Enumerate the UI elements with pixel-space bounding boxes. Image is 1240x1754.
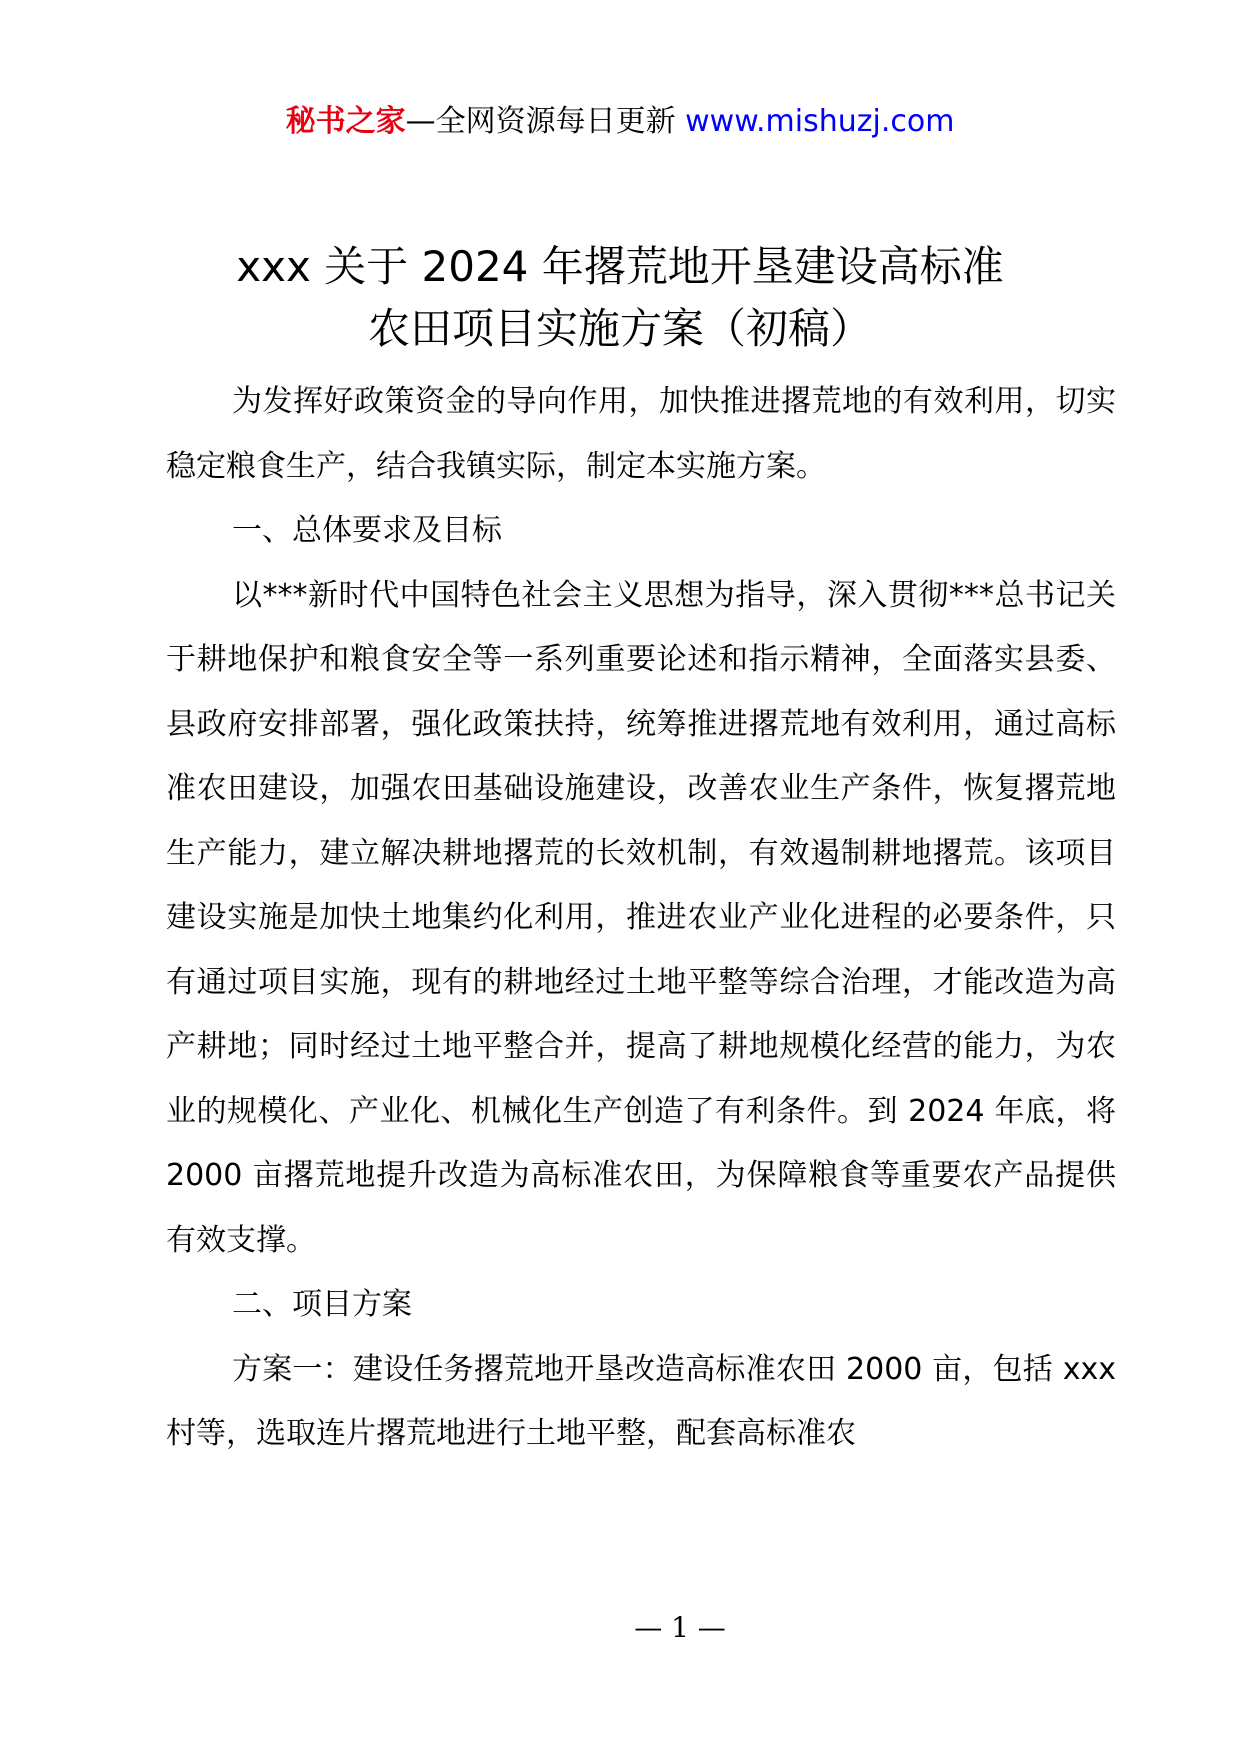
site-banner [0,100,1240,144]
document-body [166,370,1116,1467]
site-url-link[interactable]: www.mishuzj.com [685,104,955,139]
section-heading-1: 一、总体要求及目标 [232,513,502,548]
title-line-2: 农田项目实施方案（初稿） [367,304,872,353]
body-paragraph: 方案一：建设任务撂荒地开垦改造高标准农田 2000 亩，包括 xxx 村等，选取连片撂荒地进行土地平整，配套高标准农 [166,1351,1116,1451]
document-title [0,236,1240,360]
body-paragraph: 以***新时代中国特色社会主义思想为指导，深入贯彻***总书记关于耕地保护和粮食安全等一系列重要论述和指示精神，全面落实县委、县政府安排部署，强化政策扶持，统筹推进撂荒地有效利用，通过高标准农田建设，加强农田基础设施建设，改善农业生产条件，恢复撂荒地生产能力，建立解决耕地撂荒的长效机制，有效遏制耕地撂荒。该项目建设实施是加快土地集约化利用，推进农业产业化进程的必要条件，只有通过项目实施，现有的耕地经过土地平整等综合治理，才能改造为高产耕地；同时经过土地平整合并，提高了耕地规模化经营的能力，为农业的规模化、产业化、机械化生产创造了有利条件。到 2024 年底，将 2000 亩撂荒地提升改造为高标准农田，为保障粮食等重要农产品提供有效支撑。 [166,577,1116,1258]
title-line-1: xxx 关于 2024 年撂荒地开垦建设高标准 [236,242,1004,291]
intro-paragraph: 为发挥好政策资金的导向作用，加快推进撂荒地的有效利用，切实稳定粮食生产，结合我镇实际，制定本实施方案。 [166,384,1116,484]
section-heading-2: 二、项目方案 [232,1287,412,1322]
site-brand: 秘书之家 [285,104,406,139]
page-number: — 1 — [634,1611,726,1644]
site-slogan: —全网资源每日更新 [405,104,676,139]
